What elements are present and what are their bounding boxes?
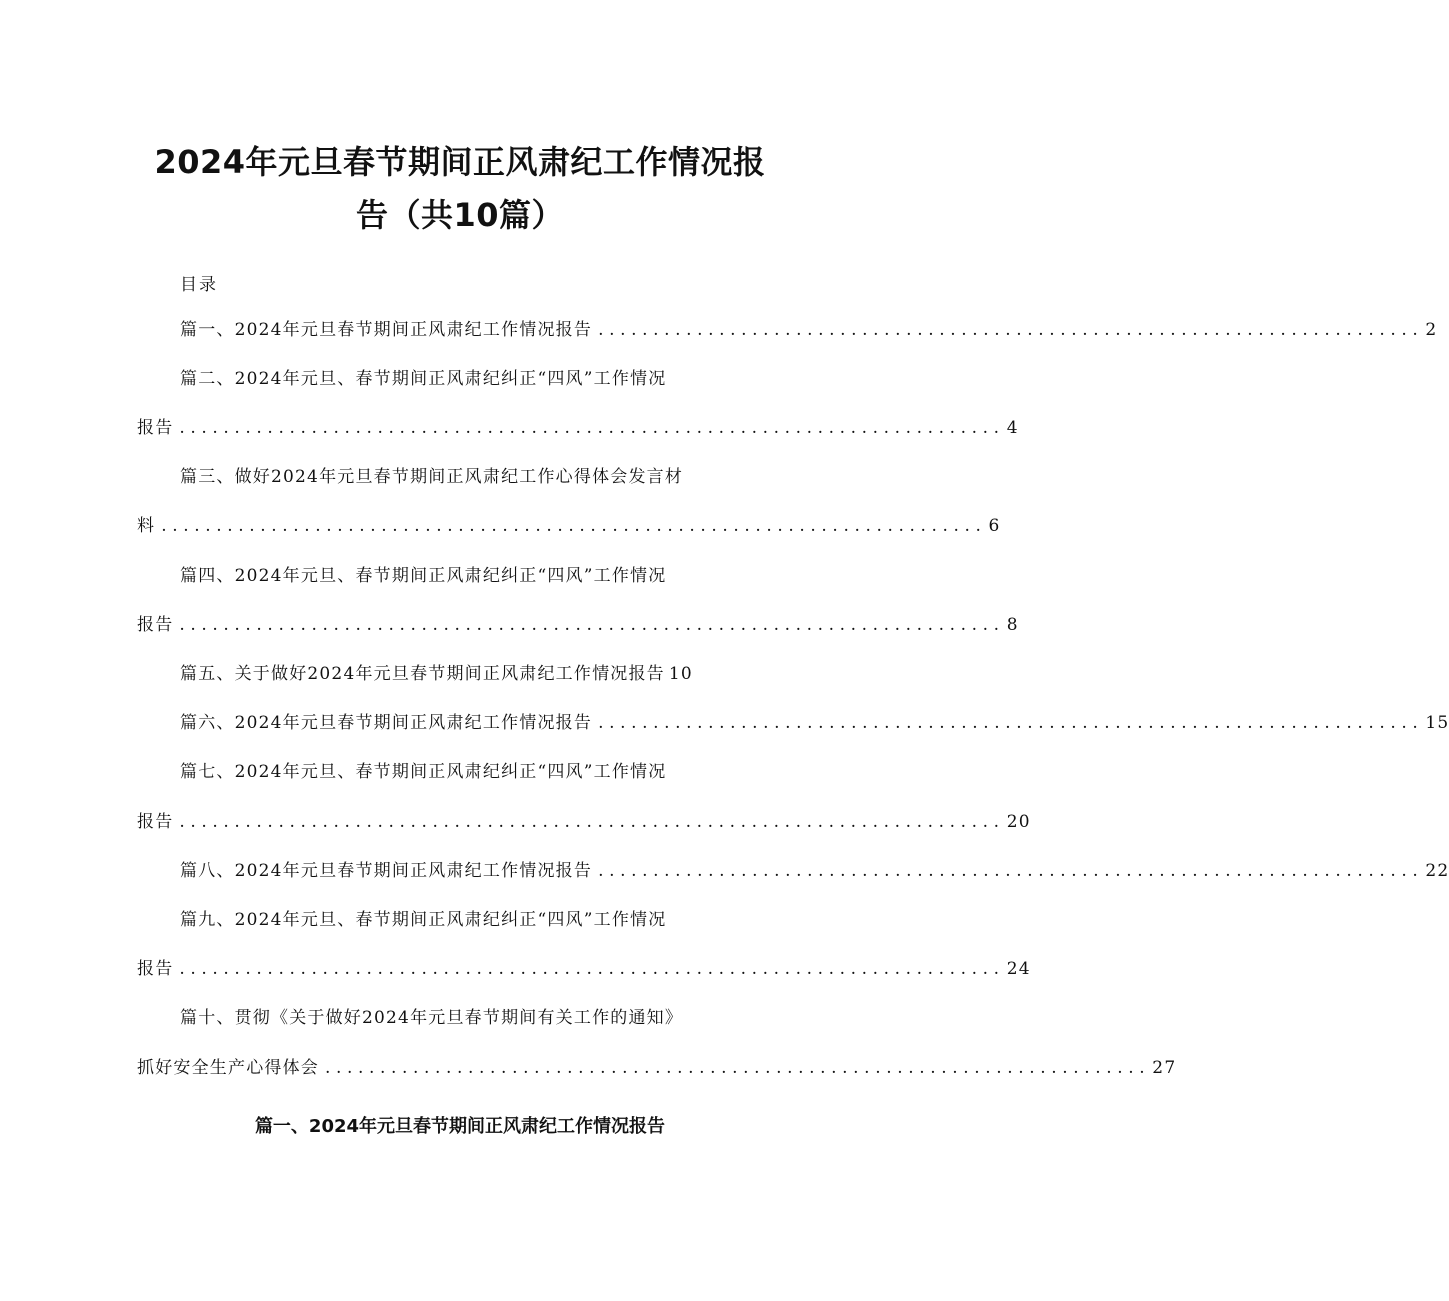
toc-page-number: 20	[1006, 812, 1031, 832]
toc-entry-title: 料	[137, 516, 156, 536]
document-title-line-1: 2024年元旦春节期间正风肃纪工作情况报	[154, 143, 766, 181]
toc-entry-4-line-1[interactable]: 篇四、2024年元旦、春节期间正风肃纪纠正“四风”工作情况	[180, 566, 667, 586]
toc-entry-6[interactable]	[180, 711, 1449, 735]
toc-entry-title: 篇五、关于做好2024年元旦春节期间正风肃纪工作情况报告	[180, 664, 665, 684]
toc-leader-dots: ...........................................................................	[179, 418, 1005, 438]
toc-entry-9[interactable]	[137, 957, 1031, 981]
document-title-line-2: 告（共10篇）	[355, 196, 565, 234]
toc-entry-8[interactable]	[180, 859, 1449, 883]
toc-entry-2[interactable]	[137, 416, 1019, 440]
toc-entry-10[interactable]	[137, 1056, 1177, 1080]
toc-page-number: 24	[1006, 959, 1031, 979]
toc-entry-4[interactable]	[137, 613, 1019, 637]
toc-entry-title: 篇一、2024年元旦春节期间正风肃纪工作情况报告	[180, 320, 593, 340]
toc-leader-dots: ...........................................................................	[161, 516, 987, 536]
toc-leader-dots: ...........................................................................	[179, 959, 1005, 979]
toc-leader-dots: ...........................................................................	[598, 713, 1424, 733]
toc-page-number: 15	[1425, 713, 1449, 733]
toc-entry-title: 报告	[137, 418, 174, 438]
toc-entry-title: 抓好安全生产心得体会	[137, 1058, 319, 1078]
toc-entry-title: 篇六、2024年元旦春节期间正风肃纪工作情况报告	[180, 713, 593, 733]
toc-entry-5[interactable]	[180, 662, 693, 686]
toc-leader-dots: ...........................................................................	[598, 320, 1424, 340]
toc-entry-3[interactable]	[137, 514, 1001, 538]
toc-page-number: 4	[1006, 418, 1019, 438]
toc-entry-title: 报告	[137, 959, 174, 979]
toc-entry-10-line-1[interactable]: 篇十、贯彻《关于做好2024年元旦春节期间有关工作的通知》	[180, 1008, 684, 1028]
toc-leader-dots: ...........................................................................	[325, 1058, 1151, 1078]
toc-entry-title: 报告	[137, 812, 174, 832]
toc-page-number: 27	[1152, 1058, 1177, 1078]
toc-page-number: 22	[1425, 861, 1449, 881]
toc-leader-dots: ...........................................................................	[598, 861, 1424, 881]
toc-page-number: 10	[668, 664, 693, 684]
toc-entry-title: 报告	[137, 615, 174, 635]
toc-leader-dots: ...........................................................................	[179, 812, 1005, 832]
toc-entry-9-line-1[interactable]: 篇九、2024年元旦、春节期间正风肃纪纠正“四风”工作情况	[180, 910, 667, 930]
toc-entry-2-line-1[interactable]: 篇二、2024年元旦、春节期间正风肃纪纠正“四风”工作情况	[180, 369, 667, 389]
toc-heading: 目录	[180, 275, 218, 295]
toc-entry-1[interactable]	[180, 318, 1438, 342]
toc-entry-7[interactable]	[137, 810, 1031, 834]
toc-entry-title: 篇八、2024年元旦春节期间正风肃纪工作情况报告	[180, 861, 593, 881]
toc-leader-dots: ...........................................................................	[179, 615, 1005, 635]
section-heading: 篇一、2024年元旦春节期间正风肃纪工作情况报告	[254, 1116, 666, 1137]
toc-entry-3-line-1[interactable]: 篇三、做好2024年元旦春节期间正风肃纪工作心得体会发言材	[180, 467, 684, 487]
toc-entry-7-line-1[interactable]: 篇七、2024年元旦、春节期间正风肃纪纠正“四风”工作情况	[180, 762, 667, 782]
toc-page-number: 8	[1006, 615, 1019, 635]
toc-page-number: 6	[988, 516, 1001, 536]
toc-page-number: 2	[1425, 320, 1438, 340]
